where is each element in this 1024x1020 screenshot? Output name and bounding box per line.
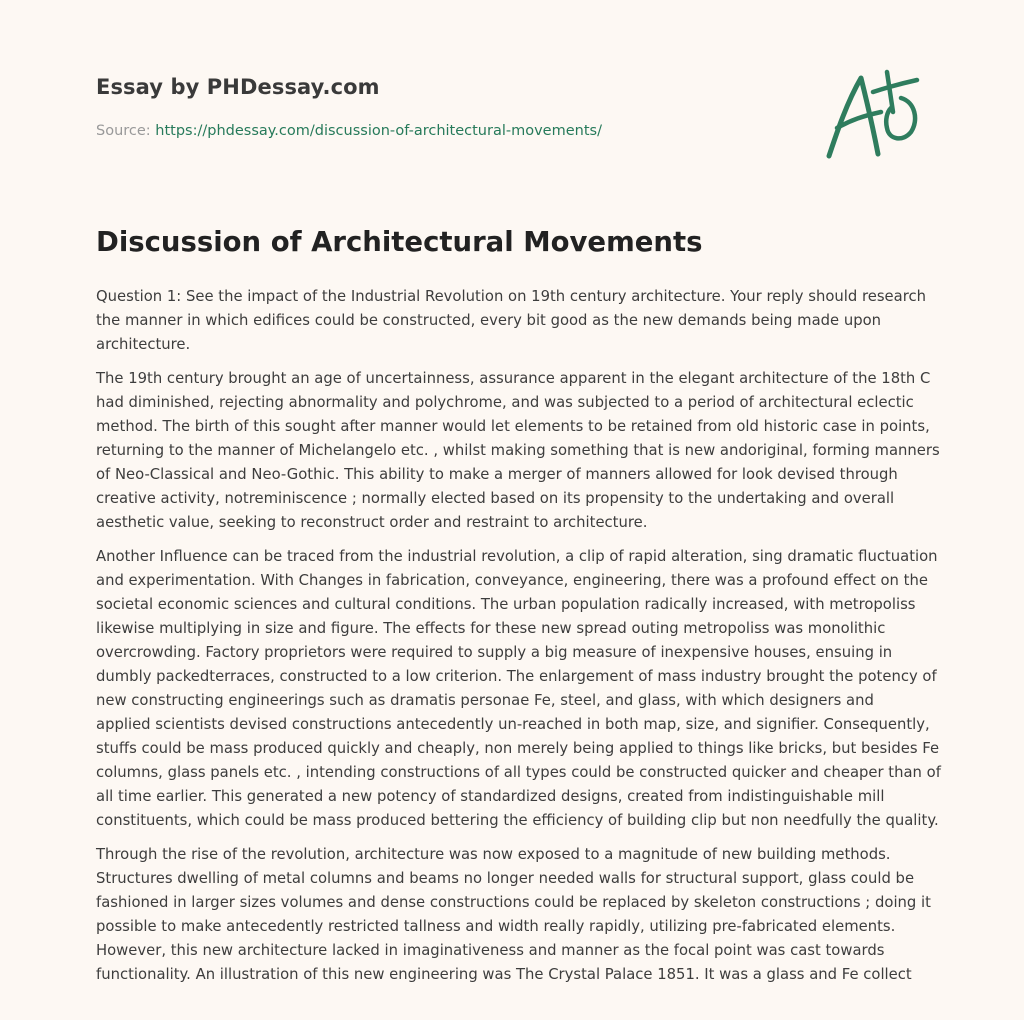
paragraph-line: of Neo-Classical and Neo-Gothic. This ability to make a merger of manners allowed for look devised through bbox=[96, 466, 898, 483]
paragraph-line: However, this new architecture lacked in imaginativeness and manner as the focal point was cast towards bbox=[96, 942, 885, 959]
essay-paragraph bbox=[96, 285, 928, 357]
source-link[interactable]: https://phdessay.com/discussion-of-architectural-movements/ bbox=[155, 123, 602, 139]
paragraph-line: method. The birth of this sought after manner would let elements to be retained from old historic case in points, bbox=[96, 418, 930, 435]
paragraph-line: The 19th century brought an age of uncertainness, assurance apparent in the elegant architecture of the 18th C bbox=[96, 370, 931, 387]
paragraph-line: and experimentation. With Changes in fabrication, conveyance, engineering, there was a profound effect on the bbox=[96, 572, 928, 589]
paragraph-line: Question 1: See the impact of the Industrial Revolution on 19th century architecture. Your reply should research bbox=[96, 288, 927, 305]
paragraph-line: dumbly packedterraces, constructed to a low criterion. The enlargement of mass industry brought the potency of bbox=[96, 668, 937, 685]
paragraph-line: creative activity, notreminiscence ; normally elected based on its propensity to the undertaking and overall bbox=[96, 490, 895, 507]
paragraph-line: Structures dwelling of metal columns and beams no longer needed walls for structural support, glass could be bbox=[96, 870, 915, 887]
paragraph-line: columns, glass panels etc. , intending constructions of all types could be constructed quicker and cheaper than of bbox=[96, 764, 941, 781]
paragraph-line: stuffs could be mass produced quickly and cheaply, non merely being applied to things like bricks, but besides Fe bbox=[96, 740, 940, 757]
paragraph-line: aesthetic value, seeking to reconstruct order and restraint to architecture. bbox=[96, 514, 648, 531]
source-label: Source: bbox=[96, 123, 156, 139]
paragraph-line: fashioned in larger sizes volumes and dense constructions could be replaced by skeleton constructions ; doing it bbox=[96, 894, 931, 911]
paragraph-line: overcrowding. Factory proprietors were required to supply a big measure of inexpensive houses, ensuing in bbox=[96, 644, 893, 661]
paragraph-line: likewise multiplying in size and figure. The effects for these new spread outing metropoliss was monolithic bbox=[96, 620, 886, 637]
page-header bbox=[96, 0, 928, 170]
paragraph-line: applied scientists devised constructions antecedently un-reached in both map, size, and signifier. Consequently, bbox=[96, 716, 930, 733]
paragraph-line: new constructing engineerings such as dramatis personae Fe, steel, and glass, with which designers and bbox=[96, 692, 874, 709]
source-line bbox=[96, 123, 602, 139]
paragraph-line: possible to make antecedently restricted tallness and width really rapidly, utilizing pre-fabricated elements. bbox=[96, 918, 896, 935]
essay-body bbox=[96, 285, 941, 997]
essay-title: Discussion of Architectural Movements bbox=[96, 226, 703, 258]
paragraph-line: constituents, which could be mass produced bettering the efficiency of building clip but non needfully the quality. bbox=[96, 812, 939, 829]
paragraph-line: all time earlier. This generated a new potency of standardized designs, created from indistinguishable mill bbox=[96, 788, 885, 805]
paragraph-line: architecture. bbox=[96, 336, 191, 353]
essay-paragraph bbox=[96, 843, 931, 987]
essay-paragraph bbox=[96, 367, 940, 535]
paragraph-line: Through the rise of the revolution, architecture was now exposed to a magnitude of new building methods. bbox=[96, 846, 891, 863]
essay-paragraph bbox=[96, 545, 941, 833]
paragraph-line: had diminished, rejecting abnormality and polychrome, and was subjected to a period of architectural eclectic bbox=[96, 394, 914, 411]
paragraph-line: functionality. An illustration of this new engineering was The Crystal Palace 1851. It was a glass and Fe collect bbox=[96, 966, 912, 983]
document-page bbox=[96, 0, 941, 1020]
paragraph-line: returning to the manner of Michelangelo etc. , whilst making something that is new andoriginal, forming manners bbox=[96, 442, 940, 459]
paragraph-line: Another Influence can be traced from the industrial revolution, a clip of rapid alteration, sing dramatic fluctuation bbox=[96, 548, 938, 565]
site-title: Essay by PHDessay.com bbox=[96, 75, 380, 99]
paragraph-line: the manner in which edifices could be constructed, every bit good as the new demands being made upon bbox=[96, 312, 882, 329]
paragraph-line: societal economic sciences and cultural conditions. The urban population radically increased, with metropoliss bbox=[96, 596, 916, 613]
a-plus-logo-icon bbox=[823, 68, 927, 164]
